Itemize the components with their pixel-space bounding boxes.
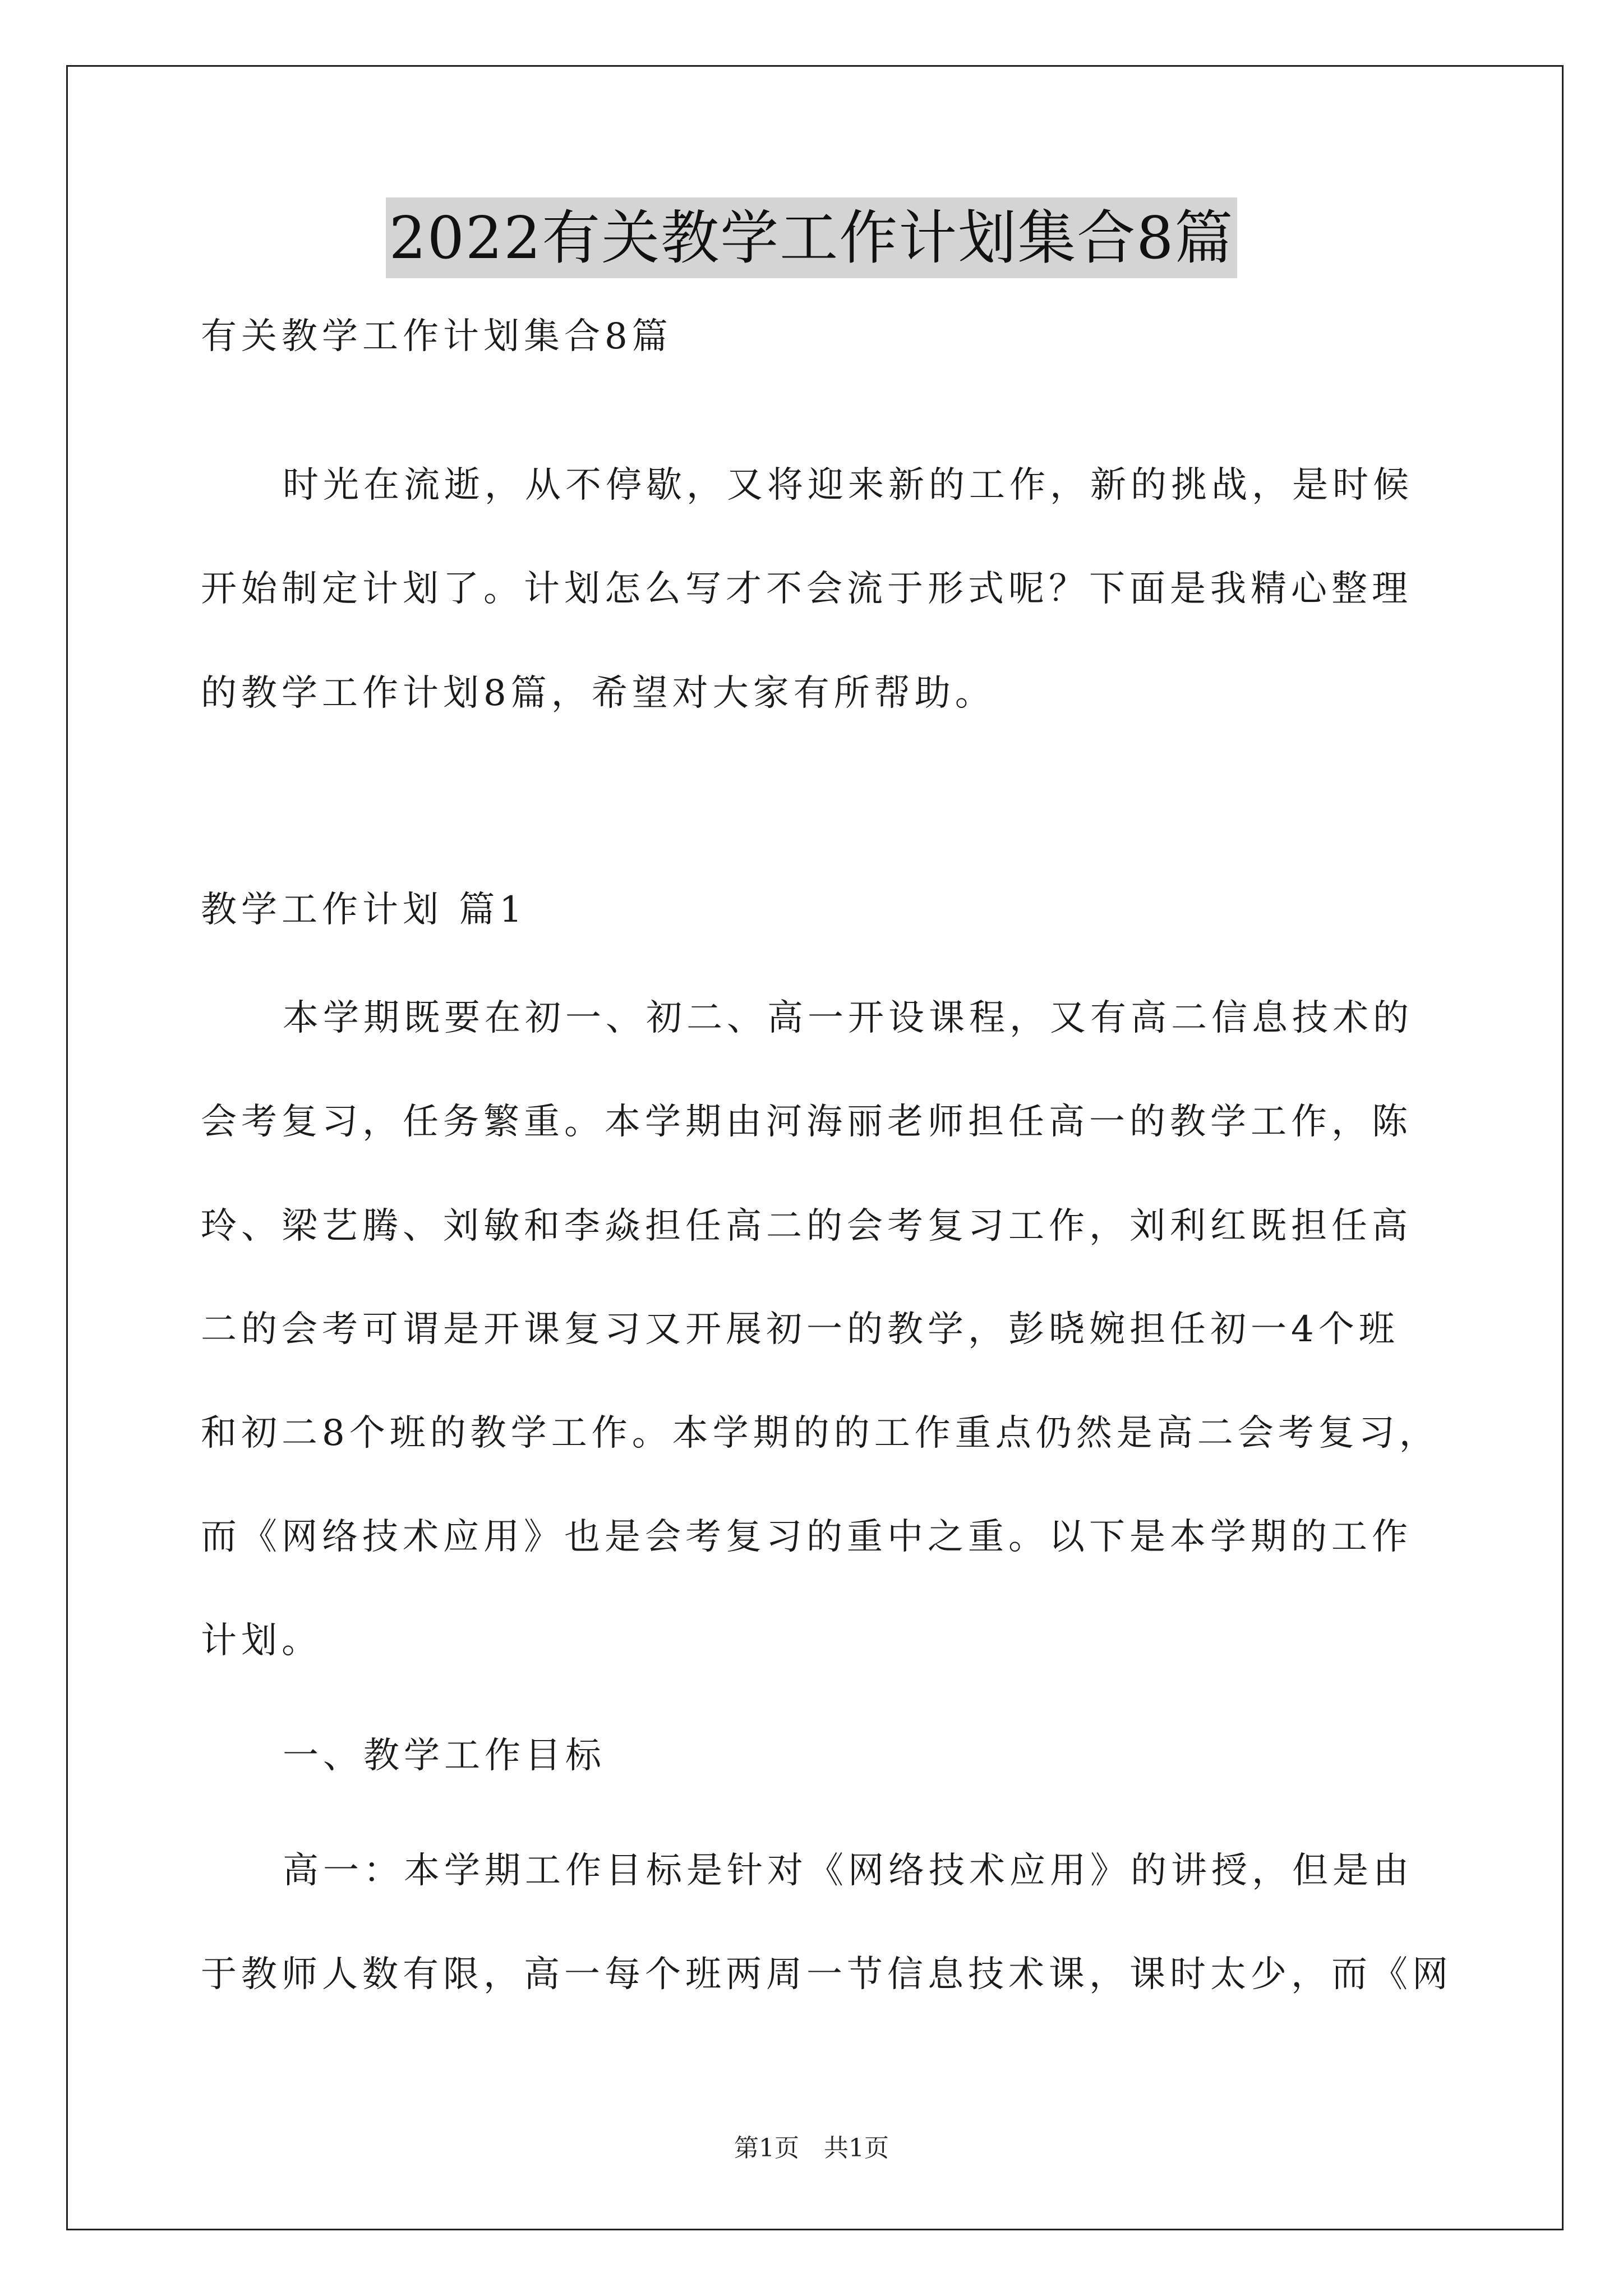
page-footer: 第1页 共1页 bbox=[734, 2134, 889, 2162]
document-title: 2022有关教学工作计划集合8篇 bbox=[386, 197, 1238, 278]
section-line: 本学期既要在初一、初二、高一开设课程，又有高二信息技术的 bbox=[283, 997, 1413, 1039]
section-line: 计划。 bbox=[201, 1620, 322, 1662]
goal-line: 高一：本学期工作目标是针对《网络技术应用》的讲授，但是由 bbox=[283, 1850, 1413, 1892]
section-line: 会考复习，任务繁重。本学期由河海丽老师担任高一的教学工作，陈 bbox=[201, 1101, 1412, 1143]
section-line: 和初二8个班的教学工作。本学期的的工作重点仍然是高二会考复习， bbox=[201, 1412, 1440, 1454]
subheading: 一、教学工作目标 bbox=[283, 1735, 606, 1777]
document-subtitle: 有关教学工作计划集合8篇 bbox=[201, 316, 672, 357]
section-heading: 教学工作计划 篇1 bbox=[201, 889, 527, 931]
section-line: 而《网络技术应用》也是会考复习的重中之重。以下是本学期的工作 bbox=[201, 1516, 1412, 1558]
title-container bbox=[0, 197, 1623, 278]
intro-line: 的教学工作计划8篇，希望对大家有所帮助。 bbox=[201, 673, 995, 714]
section-line: 二的会考可谓是开课复习又开展初一的教学，彭晓婉担任初一4个班 bbox=[201, 1309, 1399, 1350]
page-border bbox=[66, 65, 1564, 2230]
intro-line: 时光在流逝，从不停歇，又将迎来新的工作，新的挑战，是时候 bbox=[283, 464, 1413, 506]
section-line: 玲、梁艺腾、刘敏和李焱担任高二的会考复习工作，刘利红既担任高 bbox=[201, 1205, 1412, 1247]
intro-line: 开始制定计划了。计划怎么写才不会流于形式呢？下面是我精心整理 bbox=[201, 568, 1412, 610]
goal-line: 于教师人数有限，高一每个班两周一节信息技术课，课时太少，而《网 bbox=[201, 1954, 1453, 1995]
